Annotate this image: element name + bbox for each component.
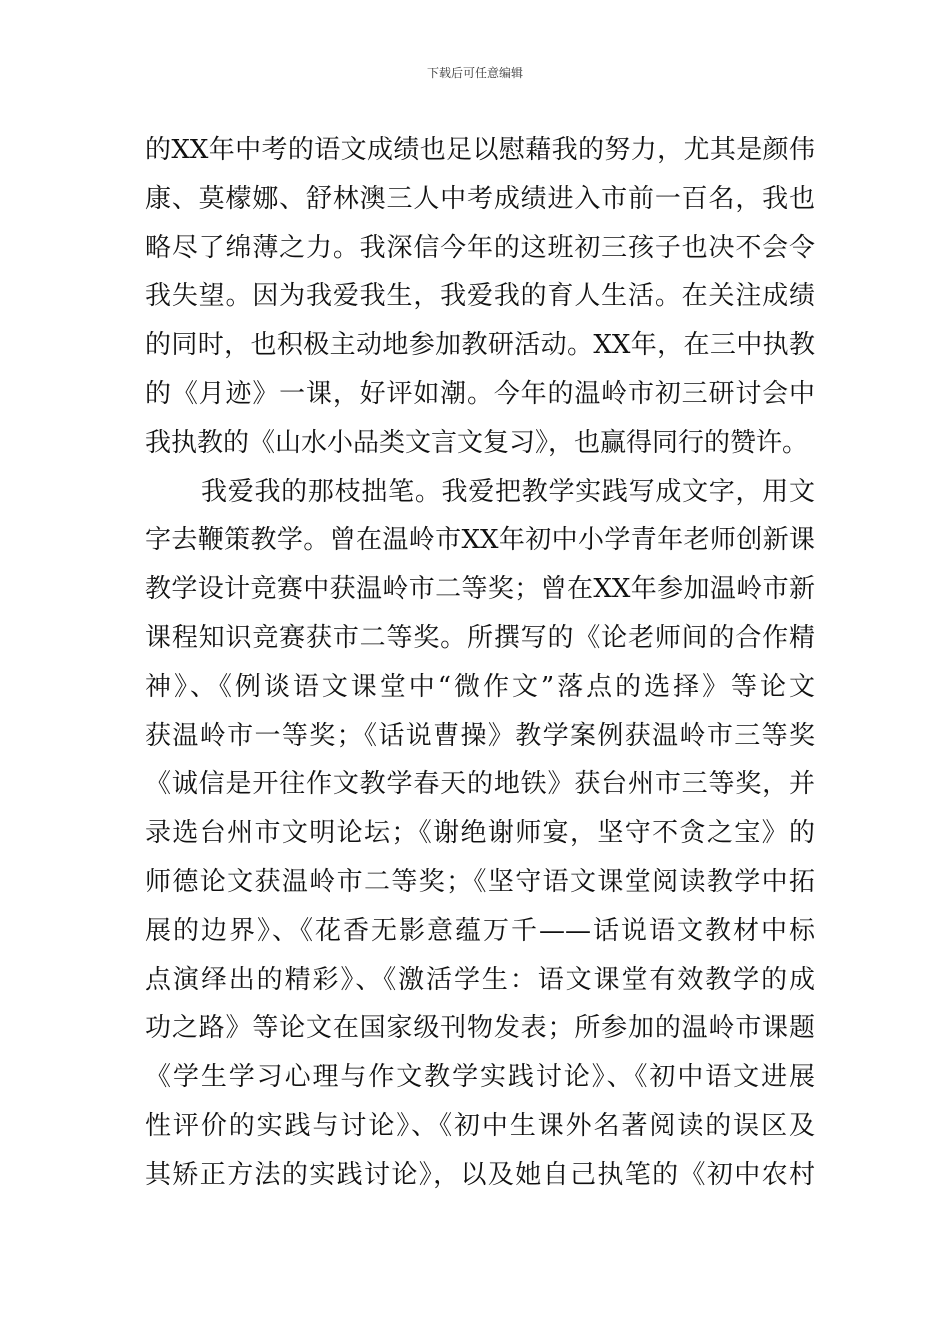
paragraph-first-line: 我爱我的那枝拙笔。我爱把教学实践写成文字，用文 xyxy=(201,476,815,507)
text-line: 展的边界》、《花香无影意蕴万千——话说语文教材中标 xyxy=(145,915,815,946)
text-line: 神》、《例谈语文课堂中“微作文”落点的选择》等论文 xyxy=(145,671,815,702)
text-line: 点演绎出的精彩》、《激活学生：语文课堂有效教学的成 xyxy=(145,964,815,995)
page-header: 下载后可任意编辑 xyxy=(426,66,523,80)
text-line: 录选台州市文明论坛；《谢绝谢师宴，坚守不贪之宝》的 xyxy=(145,818,815,849)
text-line: 略尽了绵薄之力。我深信今年的这班初三孩子也决不会令 xyxy=(145,232,815,263)
text-line: 课程知识竞赛获市二等奖。所撰写的《论老师间的合作精 xyxy=(145,622,815,653)
text-line: 获温岭市一等奖；《话说曹操》教学案例获温岭市三等奖 xyxy=(145,720,815,751)
text-line: 功之路》等论文在国家级刊物发表；所参加的温岭市课题 xyxy=(145,1013,815,1044)
text-line: 《诚信是开往作文教学春天的地铁》获台州市三等奖，并 xyxy=(145,769,815,800)
text-line: 的同时，也积极主动地参加教研活动。XX年，在三中执教 xyxy=(145,330,815,361)
text-line: 康、莫檬娜、舒林澳三人中考成绩进入市前一百名，我也 xyxy=(145,183,815,214)
text-line: 字去鞭策教学。曾在温岭市XX年初中小学青年老师创新课 xyxy=(145,525,815,556)
text-line: 《学生学习心理与作文教学实践讨论》、《初中语文进展 xyxy=(145,1062,815,1093)
document-body xyxy=(145,126,815,1200)
text-line: 我执教的《山水小品类文言文复习》，也赢得同行的赞许。 xyxy=(145,427,809,458)
text-line: 教学设计竞赛中获温岭市二等奖；曾在XX年参加温岭市新 xyxy=(145,574,815,605)
text-line: 师德论文获温岭市二等奖；《坚守语文课堂阅读教学中拓 xyxy=(145,866,815,897)
text-line: 我失望。因为我爱我生，我爱我的育人生活。在关注成绩 xyxy=(145,281,815,312)
text-line: 的XX年中考的语文成绩也足以慰藉我的努力，尤其是颜伟 xyxy=(145,135,815,165)
text-line: 的《月迹》一课，好评如潮。今年的温岭市初三研讨会中 xyxy=(145,378,815,409)
text-line: 性评价的实践与讨论》、《初中生课外名著阅读的误区及 xyxy=(145,1110,815,1141)
text-line: 其矫正方法的实践讨论》，以及她自己执笔的《初中农村 xyxy=(145,1159,815,1190)
